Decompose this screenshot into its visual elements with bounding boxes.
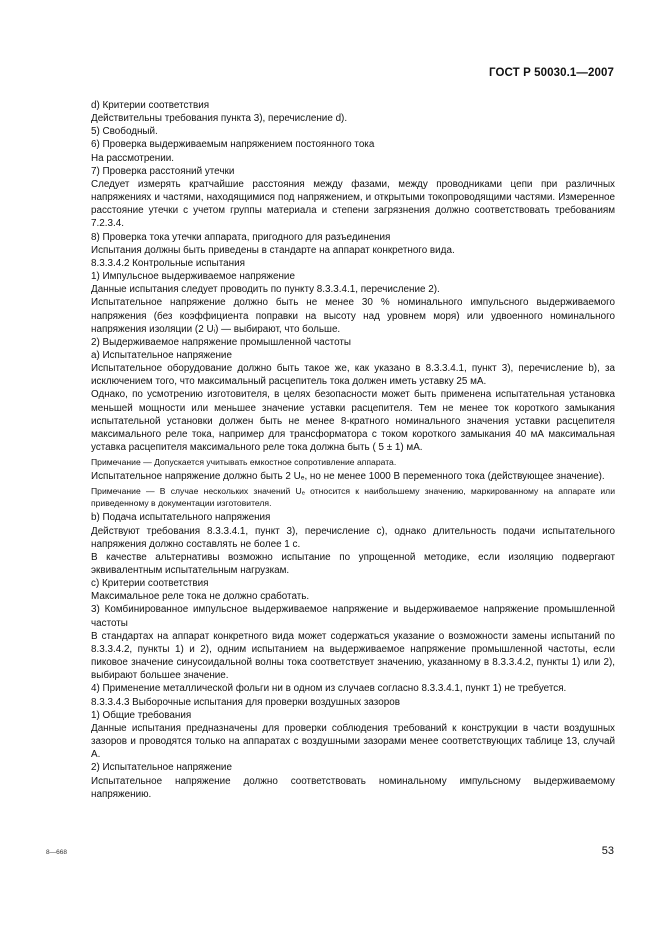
paragraph: 6) Проверка выдерживаемым напряжением постоянного тока — [91, 139, 375, 151]
paragraph: 4) Применение металлической фольги ни в одном из случаев согласно 8.3.3.4.1, пункт 1) не требуется. — [91, 683, 567, 695]
paragraph: Испытательное напряжение должно соответствовать номинальному импульсному выдерживаемому напряжению. — [91, 775, 615, 800]
paragraph: Испытательное напряжение должно быть 2 Uₑ, но не менее 1000 В переменного тока (действующее значение). — [91, 471, 605, 483]
paragraph: 8) Проверка тока утечки аппарата, пригодного для разъединения — [91, 231, 391, 243]
footer-code: 8—668 — [46, 849, 67, 856]
paragraph: На рассмотрении. — [91, 152, 175, 164]
paragraph: Действуют требования 8.3.3.4.1, пункт 3), перечисление с), однако длительность подачи испытательного напряжения должно составлять не более 1 с. — [91, 525, 615, 550]
paragraph: Испытания должны быть приведены в стандарте на аппарат конкретного вида. — [91, 244, 455, 256]
paragraph: Однако, по усмотрению изготовителя, в целях безопасности может быть применена испытательная установка меньшей мощности или меньшее значение уставки расцепителя. Тем не менее ток короткого замыкания испытательной установки должен быть не менее 8-кратного номинального значения уставки расцепителя максимального реле тока, например для трансформатора с током короткого замыкания 40 мА максимальная уставка расцепителя максимального реле тока должна быть ( 5 ± 1) мА. — [91, 389, 615, 454]
document-id: ГОСТ Р 50030.1—2007 — [489, 67, 614, 79]
paragraph: 1) Общие требования — [91, 709, 192, 721]
paragraph: Действительны требования пункта 3), перечисление d). — [91, 113, 348, 125]
paragraph: а) Испытательное напряжение — [91, 349, 232, 361]
paragraph: 2) Испытательное напряжение — [91, 762, 232, 774]
paragraph: 2) Выдерживаемое напряжение промышленной частоты — [91, 336, 351, 348]
paragraph: 5) Свободный. — [91, 126, 158, 138]
paragraph: В стандартах на аппарат конкретного вида может содержаться указание о возможности замены испытаний по 8.3.3.4.2, пункты 1) и 2), одним испытанием на выдерживаемое напряжение промышленной частоты, если пиковое значение синусоидальной волны тока соответствует значению, указанному в 8.3.3.4.2, пункты 1) или 2), выбирают большее значение. — [91, 630, 615, 682]
paragraph: Максимальное реле тока не должно сработать. — [91, 591, 310, 603]
paragraph: В качестве альтернативы возможно испытание по упрощенной методике, если изоляцию подвергают эквивалентным испытательным нагрузкам. — [91, 551, 615, 576]
paragraph: Испытательное напряжение должно быть не менее 30 % номинального импульсного выдерживаемого напряжения (без коэффициента поправки на высоту над уровнем моря) или удвоенного номинального напряжения изоляции (2 Uᵢ) — выбирают, что больше. — [91, 297, 615, 335]
paragraph: Данные испытания следует проводить по пункту 8.3.3.4.1, перечисление 2). — [91, 284, 440, 296]
note: Примечание — Допускается учитывать емкостное сопротивление аппарата. — [91, 457, 397, 468]
paragraph: 8.3.3.4.3 Выборочные испытания для проверки воздушных зазоров — [91, 696, 400, 708]
paragraph: b) Подача испытательного напряжения — [91, 512, 271, 524]
paragraph: Испытательное оборудование должно быть такое же, как указано в 8.3.3.4.1, пункт 3), перечисление b), за исключением того, что максимальный расцепитель тока должен иметь уставку 25 мА. — [91, 363, 615, 388]
document-body — [91, 99, 615, 801]
paragraph: 3) Комбинированное импульсное выдерживаемое напряжение и выдерживаемое напряжение промышленной частоты — [91, 604, 615, 629]
paragraph: с) Критерии соответствия — [91, 578, 209, 590]
note: Примечание — В случае нескольких значений Uₑ относится к наибольшему значению, маркированному на аппарате или приведенному в документации изготовителя. — [91, 486, 615, 509]
paragraph: 8.3.3.4.2 Контрольные испытания — [91, 257, 245, 269]
page-number: 53 — [601, 845, 614, 857]
paragraph: d) Критерии соответствия — [91, 100, 210, 111]
paragraph: 1) Импульсное выдерживаемое напряжение — [91, 271, 295, 283]
paragraph: 7) Проверка расстояний утечки — [91, 165, 235, 177]
paragraph: Данные испытания предназначены для проверки соблюдения требований к конструкции в части воздушных зазоров и проводятся только на аппаратах с воздушными зазорами менее соответствующих таблице 13, случай А. — [91, 722, 615, 761]
paragraph: Следует измерять кратчайшие расстояния между фазами, между проводниками цепи при различных напряжениях и частями, находящимися под напряжением, и открытыми токопроводящими частями. Измеренное расстояние утечки с учетом группы материала и степени загрязнения должно соответствовать требованиям 7.2.3.4. — [91, 178, 615, 230]
